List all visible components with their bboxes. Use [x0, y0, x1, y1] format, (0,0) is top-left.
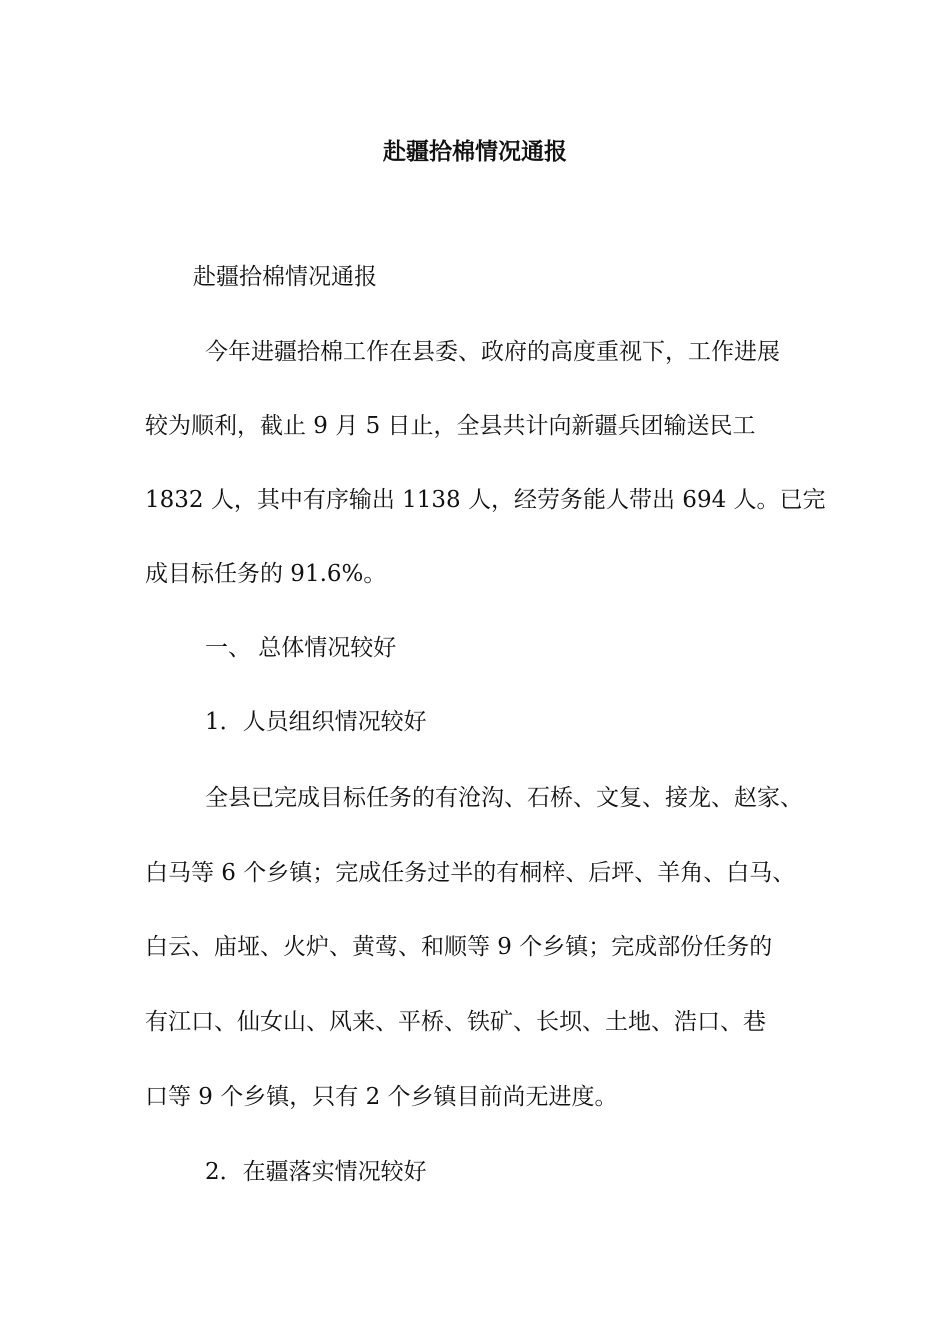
intro-line-2: 较为顺利，截止 9 月 5 日止，全县共计向新疆兵团输送民工	[145, 413, 756, 439]
item-heading-1: 1．人员组织情况较好	[205, 709, 427, 735]
item1-body-line-3: 白云、庙垭、火炉、黄莺、和顺等 9 个乡镇；完成部份任务的	[145, 934, 773, 960]
intro-line-4: 成目标任务的 91.6%。	[145, 561, 387, 587]
item1-body-line-1: 全县已完成目标任务的有沧沟、石桥、文复、接龙、赵家、	[205, 785, 803, 811]
item1-body-line-4: 有江口、仙女山、风来、平桥、铁矿、长坝、土地、浩口、巷	[145, 1009, 766, 1035]
document-subtitle: 赴疆拾棉情况通报	[193, 264, 377, 290]
item1-body-line-2: 白马等 6 个乡镇；完成任务过半的有桐梓、后坪、羊角、白马、	[145, 860, 796, 886]
document-title: 赴疆拾棉情况通报	[383, 138, 567, 165]
section-heading-1: 一、 总体情况较好	[205, 635, 397, 661]
intro-line-3: 1832 人，其中有序输出 1138 人，经劳务能人带出 694 人。已完	[145, 487, 826, 513]
item-heading-2: 2．在疆落实情况较好	[205, 1159, 427, 1185]
item1-body-line-5: 口等 9 个乡镇，只有 2 个乡镇目前尚无进度。	[145, 1084, 618, 1110]
intro-line-1: 今年进疆拾棉工作在县委、政府的高度重视下，工作进展	[205, 339, 780, 365]
